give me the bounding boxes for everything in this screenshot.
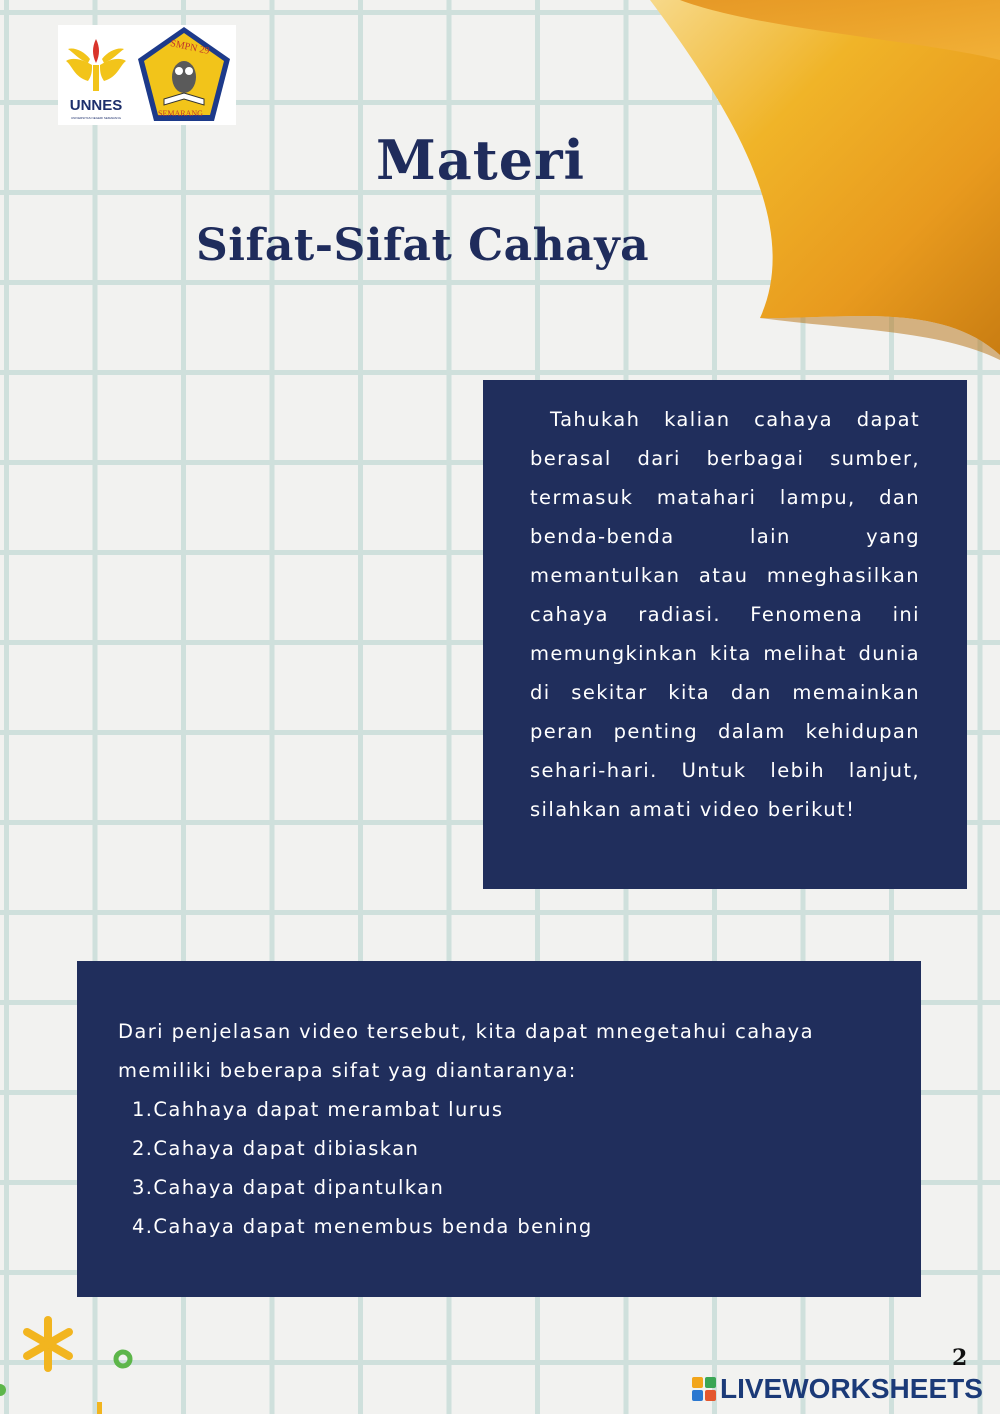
list-number: 2. <box>132 1137 154 1160</box>
smpn-logo-bottom-text: SEMARANG <box>158 109 203 118</box>
summary-intro-line-2: memiliki beberapa sifat yag diantaranya: <box>118 1059 577 1082</box>
liveworksheets-logo-icon <box>692 1377 716 1401</box>
page-curl-decoration <box>640 0 1000 360</box>
list-text: Cahaya dapat dibiaskan <box>153 1137 420 1160</box>
summary-box <box>77 961 921 1297</box>
page-subtitle: Sifat-Sifat Cahaya <box>196 220 650 271</box>
liveworksheets-brand[interactable] <box>692 1373 983 1405</box>
summary-intro-line-1: Dari penjelasan video tersebut, kita dapat mnegetahui cahaya <box>118 1020 814 1043</box>
intro-paragraph: Tahukah kalian cahaya dapat berasal dari berbagai sumber, termasuk matahari lampu, dan benda-benda lain yang memantulkan atau mneghasilkan cahaya radiasi. Fenomena ini memungkinkan kita melihat dunia di sekitar kita dan memainkan peran penting dalam kehidupan sehari-hari. Untuk lebih lanjut, silahkan amati video berikut! <box>530 408 920 821</box>
smpn-29-logo <box>134 25 234 125</box>
dot-decoration-icon <box>0 1380 12 1400</box>
asterisk-decoration-icon <box>18 1314 78 1374</box>
list-text: Cahaya dapat dipantulkan <box>153 1176 445 1199</box>
properties-list <box>132 1090 593 1246</box>
list-item <box>132 1129 593 1168</box>
list-item <box>132 1090 593 1129</box>
list-item <box>132 1168 593 1207</box>
ring-decoration-icon <box>112 1348 134 1370</box>
unnes-logo-text: UNNES <box>69 97 123 114</box>
list-item <box>132 1207 593 1246</box>
list-text: Cahhaya dapat merambat lurus <box>153 1098 504 1121</box>
intro-text-box <box>483 380 967 889</box>
liveworksheets-brand-text: LIVEWORKSHEETS <box>720 1373 983 1404</box>
unnes-logo-subtext: UNIVERSITAS NEGERI SEMARANG <box>70 116 122 120</box>
logo-strip <box>58 25 236 125</box>
list-number: 4. <box>132 1215 154 1238</box>
unnes-logo <box>58 25 134 125</box>
list-text: Cahaya dapat menembus benda bening <box>153 1215 593 1238</box>
summary-intro <box>118 1012 882 1090</box>
page-title: Materi <box>376 128 586 192</box>
smpn-logo-top-text: SMPN 29 <box>169 37 211 58</box>
list-number: 3. <box>132 1176 154 1199</box>
bar-decoration-icon <box>92 1402 106 1414</box>
page-number: 2 <box>952 1345 968 1371</box>
list-number: 1. <box>132 1098 154 1121</box>
